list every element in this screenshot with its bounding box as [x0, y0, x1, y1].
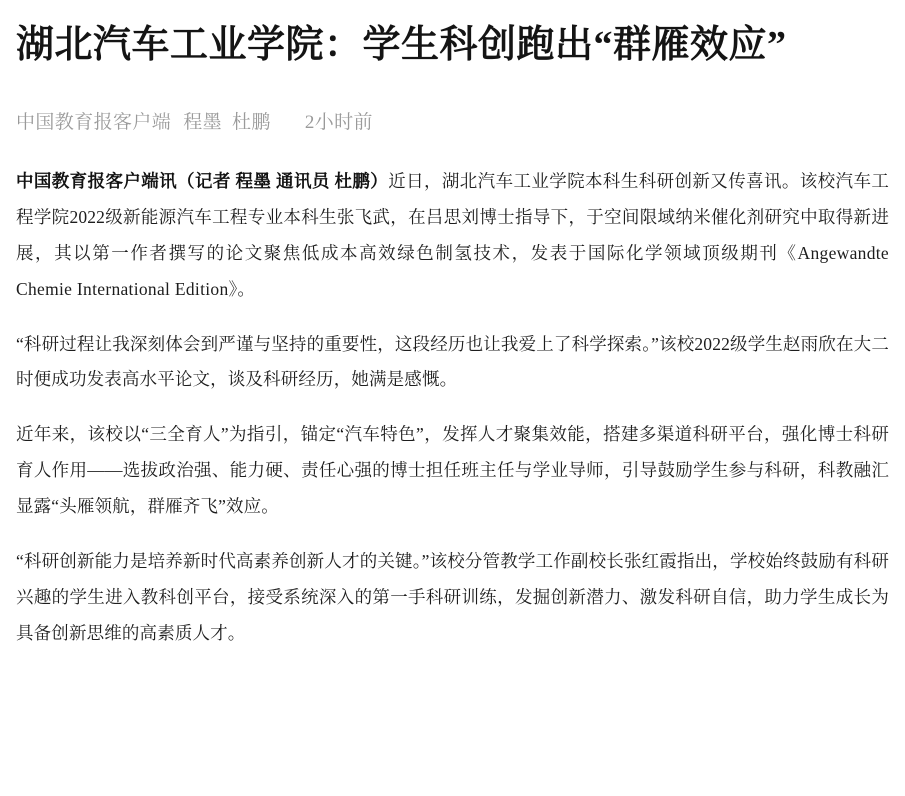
page-title: 湖北汽车工业学院：学生科创跑出“群雁效应” — [16, 24, 787, 66]
paragraph: 近年来，该校以“三全育人”为指引，锚定“汽车特色”，发挥人才聚集效能，搭建多渠道科研平台，强化博士科研育人作用——选拔政治强、能力硬、责任心强的博士担任班主任与学业导师，引导鼓励学生参与科研，科教融汇显露“头雁领航，群雁齐飞”效应。 — [16, 424, 889, 517]
article-body — [16, 164, 889, 652]
lead-body-before-journal: 近日，湖北汽车工业学院本科生科研创新又传喜讯。该校汽车工程学院2022级新能源汽车工程专业本科生张飞武，在吕思刘博士指导下，于空间限域纳米催化剂研究中取得新进展，其以第一作者撰写的论文聚焦低成本高效绿色制氢技术，发表于国际化学领域顶级期刊《 — [16, 171, 889, 263]
lead-body-after-journal: 》。 — [228, 278, 256, 299]
paragraph-lead — [16, 164, 889, 308]
paragraph: “科研过程让我深刻体会到严谨与坚持的重要性，这段经历也让我爱上了科学探索。”该校2022级学生赵雨欣在大二时便成功发表高水平论文，谈及科研经历，她满是感慨。 — [16, 333, 889, 390]
paragraph: “科研创新能力是培养新时代高素养创新人才的关键。”该校分管教学工作副校长张红霞指出，学校始终鼓励有科研兴趣的学生进入教科创平台，接受系统深入的第一手科研训练，发掘创新潜力、激发科研自信，助力学生成长为具备创新思维的高素质人才。 — [16, 550, 889, 643]
byline — [16, 107, 889, 134]
byline-author: 程墨 — [183, 112, 223, 134]
byline-author-secondary: 杜鹏 — [232, 112, 271, 134]
lead-dateline: 中国教育报客户端讯（记者 程墨 通讯员 杜鹏） — [16, 171, 389, 192]
journal-name: Angewandte Chemie International Edition — [16, 242, 889, 299]
byline-timestamp: 2小时前 — [304, 112, 373, 134]
byline-source[interactable]: 中国教育报客户端 — [16, 112, 172, 134]
